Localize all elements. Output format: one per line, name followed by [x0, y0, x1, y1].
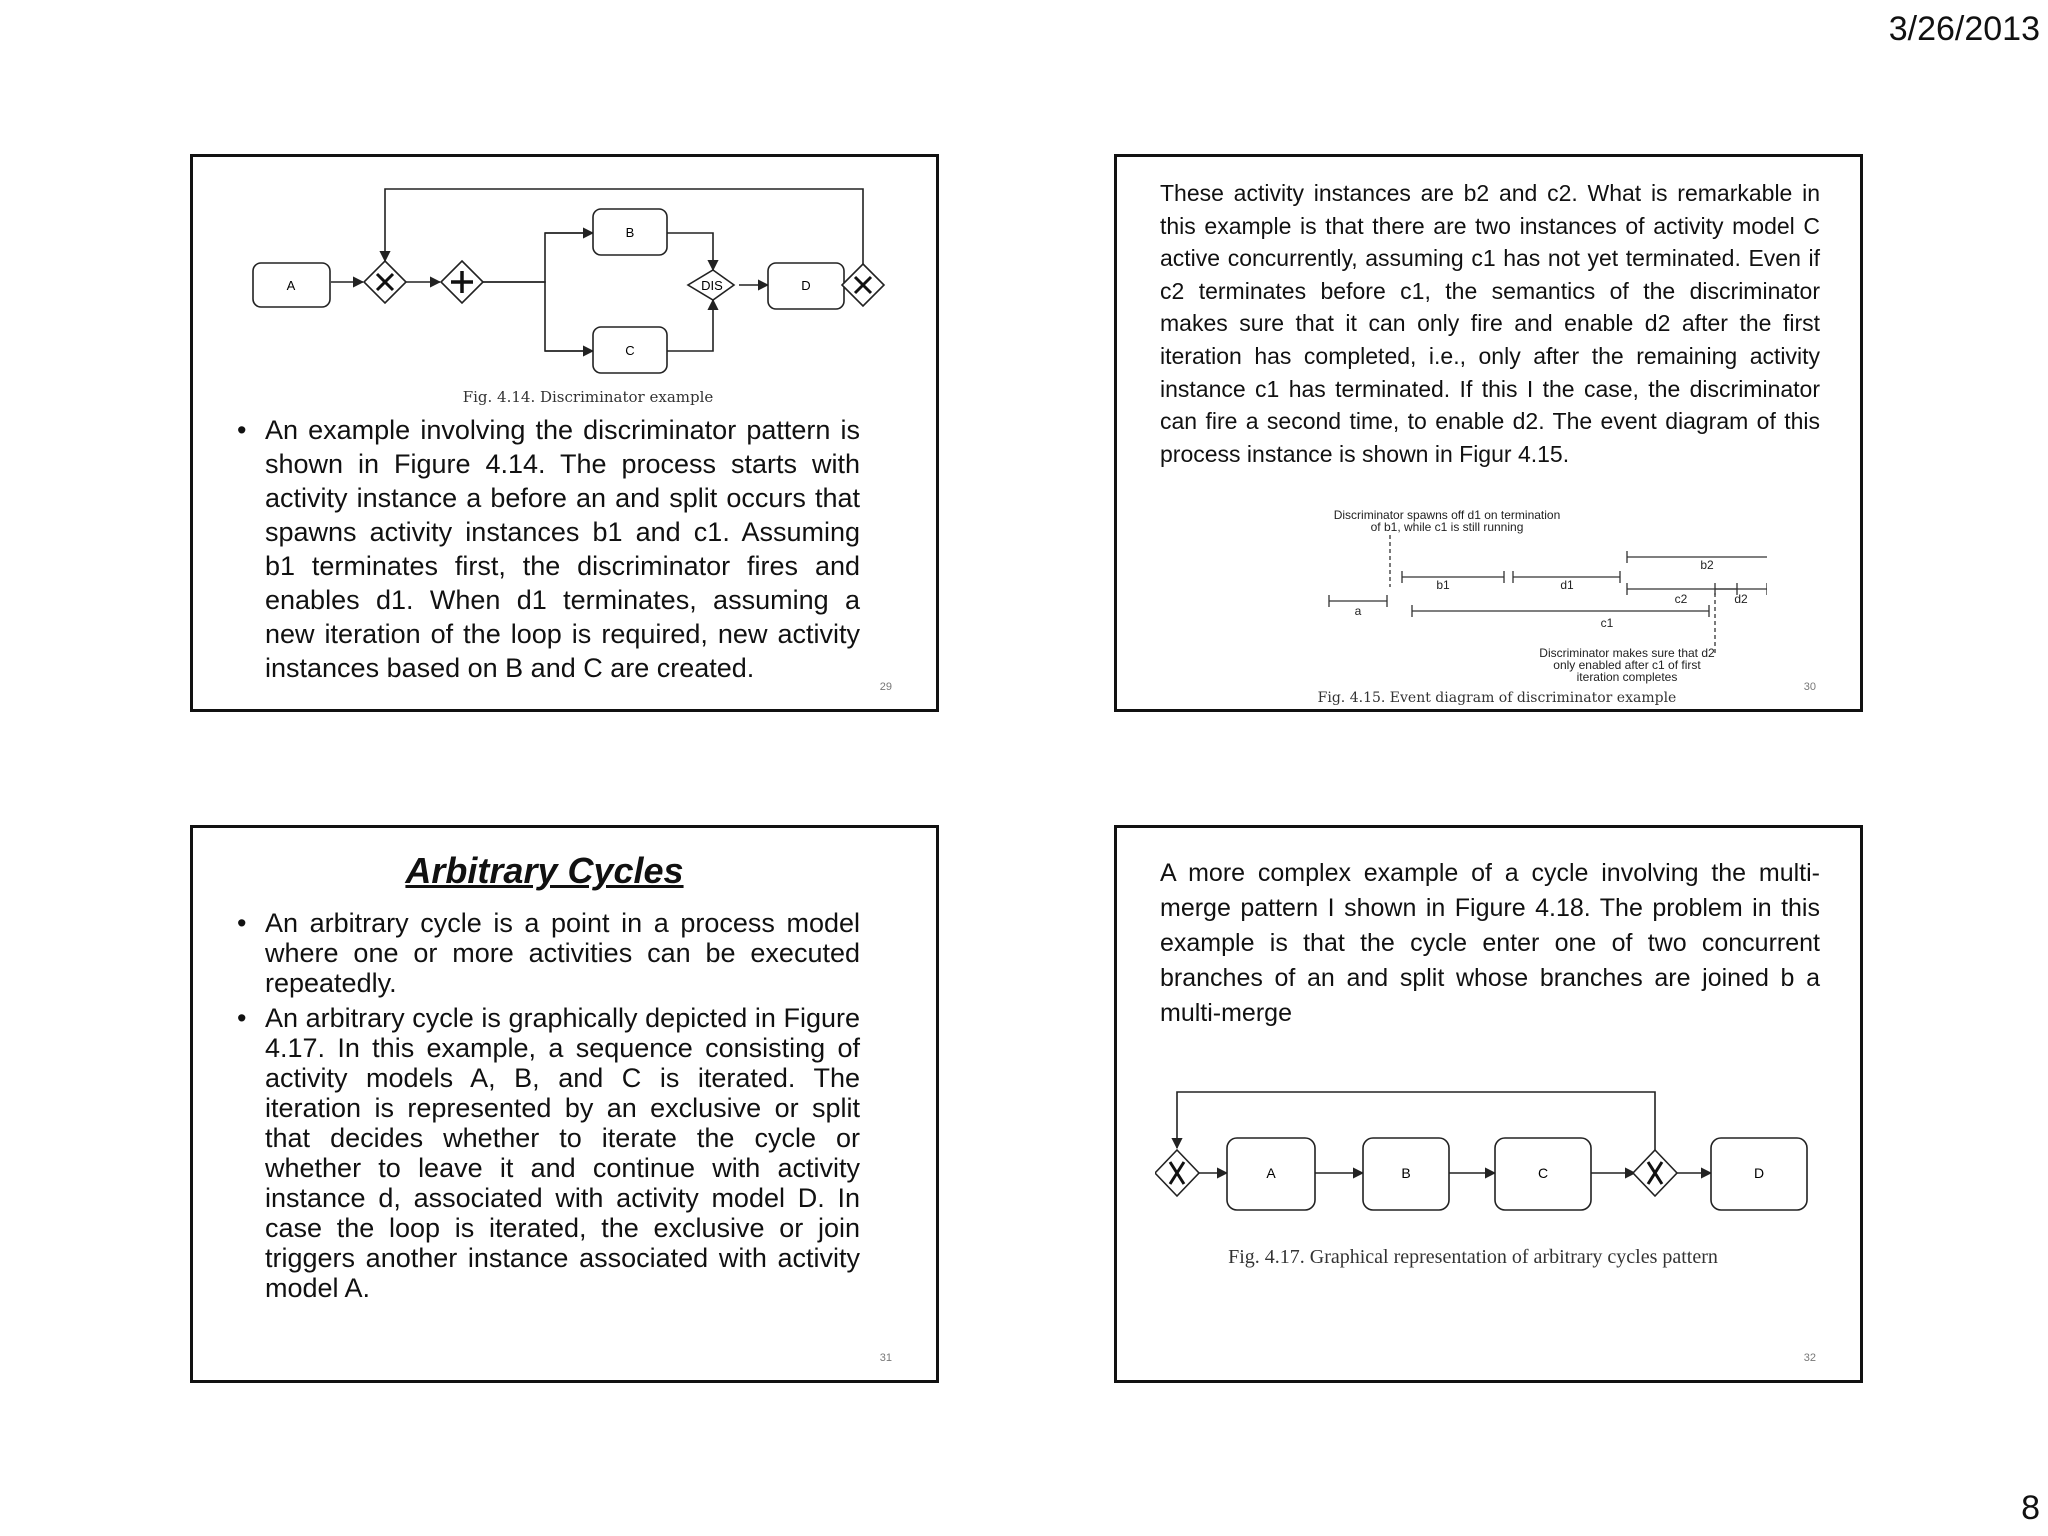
page-number: 8 — [2021, 1489, 2040, 1527]
bullet-item: • An arbitrary cycle is graphically depicted in Figure 4.17. In this example, a sequence consisting of activity models A, B, and C is iterated. The iteration is represented by an exclusive or split that decides whether to iterate the cycle or whether to leave it and continue with activity instance d, associated with activity model D. In case the loop is iterated, the exclusive or join triggers another instance associated with activity model A. — [235, 1003, 860, 1303]
node-b — [1363, 1138, 1449, 1210]
svg-text:A: A — [286, 278, 296, 293]
node-c — [593, 327, 667, 373]
svg-text:B: B — [625, 225, 635, 240]
label-a: a — [1354, 604, 1362, 618]
label-d2: d2 — [1734, 592, 1748, 606]
slide-paragraph: A more complex example of a cycle involving the multi-merge pattern I shown in Figure 4.18. The problem in this example is that the cycle enter one of two concurrent branches of an and split whose branches are joined b a multi-merge — [1160, 859, 1820, 1027]
xor-join-gateway-icon — [1155, 1150, 1199, 1196]
label-c1: c1 — [1600, 616, 1614, 630]
label-b1: b1 — [1436, 578, 1450, 592]
svg-text:C: C — [625, 343, 635, 358]
slide-number: 32 — [1803, 1352, 1816, 1364]
note-bottom-line2: only enabled after c1 of first — [1553, 658, 1701, 672]
svg-text:DIS: DIS — [701, 278, 723, 293]
svg-text:A: A — [1266, 1165, 1276, 1181]
discriminator-gateway-icon — [688, 270, 734, 300]
xor-gateway-icon — [364, 261, 406, 303]
svg-text:D: D — [801, 278, 811, 293]
bullet-item: • An example involving the discriminator pattern is shown in Figure 4.14. The process starts with activity instance a before an and split occurs that spawns activity instances b1 and c1. Assuming b1 terminates first, the discriminator fires and enables d1. When d1 terminates, assuming a new iteration of the loop is required, new activity instances based on B and C are created. — [235, 413, 860, 685]
bullet-list — [235, 908, 860, 1308]
svg-text:D: D — [1753, 1165, 1765, 1181]
bullet-item: • An arbitrary cycle is a point in a process model where one or more activities can be executed repeatedly. — [235, 908, 860, 998]
slide-number: 30 — [1803, 681, 1816, 693]
label-d1: d1 — [1560, 578, 1574, 592]
svg-text:C: C — [1537, 1165, 1549, 1181]
note-top-line1: Discriminator spawns off d1 on termination — [1333, 508, 1561, 522]
and-gateway-icon — [441, 261, 483, 303]
xor-end-gateway-icon — [842, 264, 884, 306]
slide-31 — [190, 825, 939, 1383]
node-a — [1227, 1138, 1315, 1210]
slide-number: 31 — [879, 1352, 892, 1364]
arbitrary-cycles-diagram — [1155, 1078, 1835, 1278]
figure-caption: Fig. 4.17. Graphical representation of arbitrary cycles pattern — [1228, 1246, 1718, 1268]
node-a — [253, 263, 330, 307]
node-b — [593, 209, 667, 255]
page-date: 3/26/2013 — [1888, 10, 2040, 48]
note-top-line2: of b1, while c1 is still running — [1370, 520, 1524, 534]
note-bottom-line1: Discriminator makes sure that d2 — [1539, 646, 1715, 660]
note-bottom-line3: iteration completes — [1576, 670, 1678, 684]
discriminator-diagram — [233, 169, 893, 409]
label-c2: c2 — [1674, 592, 1688, 606]
event-diagram — [1207, 505, 1767, 705]
svg-text:B: B — [1401, 1165, 1411, 1181]
slide-title: Arbitrary Cycles — [405, 850, 684, 891]
node-d — [1711, 1138, 1807, 1210]
xor-split-gateway-icon — [1633, 1150, 1677, 1196]
slide-30 — [1114, 154, 1863, 712]
node-c — [1495, 1138, 1591, 1210]
bullet-list — [235, 413, 860, 685]
figure-caption: Fig. 4.14. Discriminator example — [462, 388, 714, 406]
slide-32 — [1114, 825, 1863, 1383]
node-d — [768, 263, 844, 309]
slide-number: 29 — [879, 681, 892, 693]
label-b2: b2 — [1700, 558, 1714, 572]
figure-caption: Fig. 4.15. Event diagram of discriminator example — [1317, 690, 1677, 705]
slide-29 — [190, 154, 939, 712]
slide-paragraph: These activity instances are b2 and c2. What is remarkable in this example is that there are two instances of activity model C active concurrently, assuming c1 has not yet terminated. Even if c2 terminates before c1, the semantics of the discriminator makes sure that it can only fire and enable d2 after the first iteration has completed, i.e., only after the remaining activity instance c1 has terminated. If this I the case, the discriminator can fire a second time, to enable d2. The event diagram of this process instance is shown in Figur 4.15. — [1160, 180, 1820, 467]
